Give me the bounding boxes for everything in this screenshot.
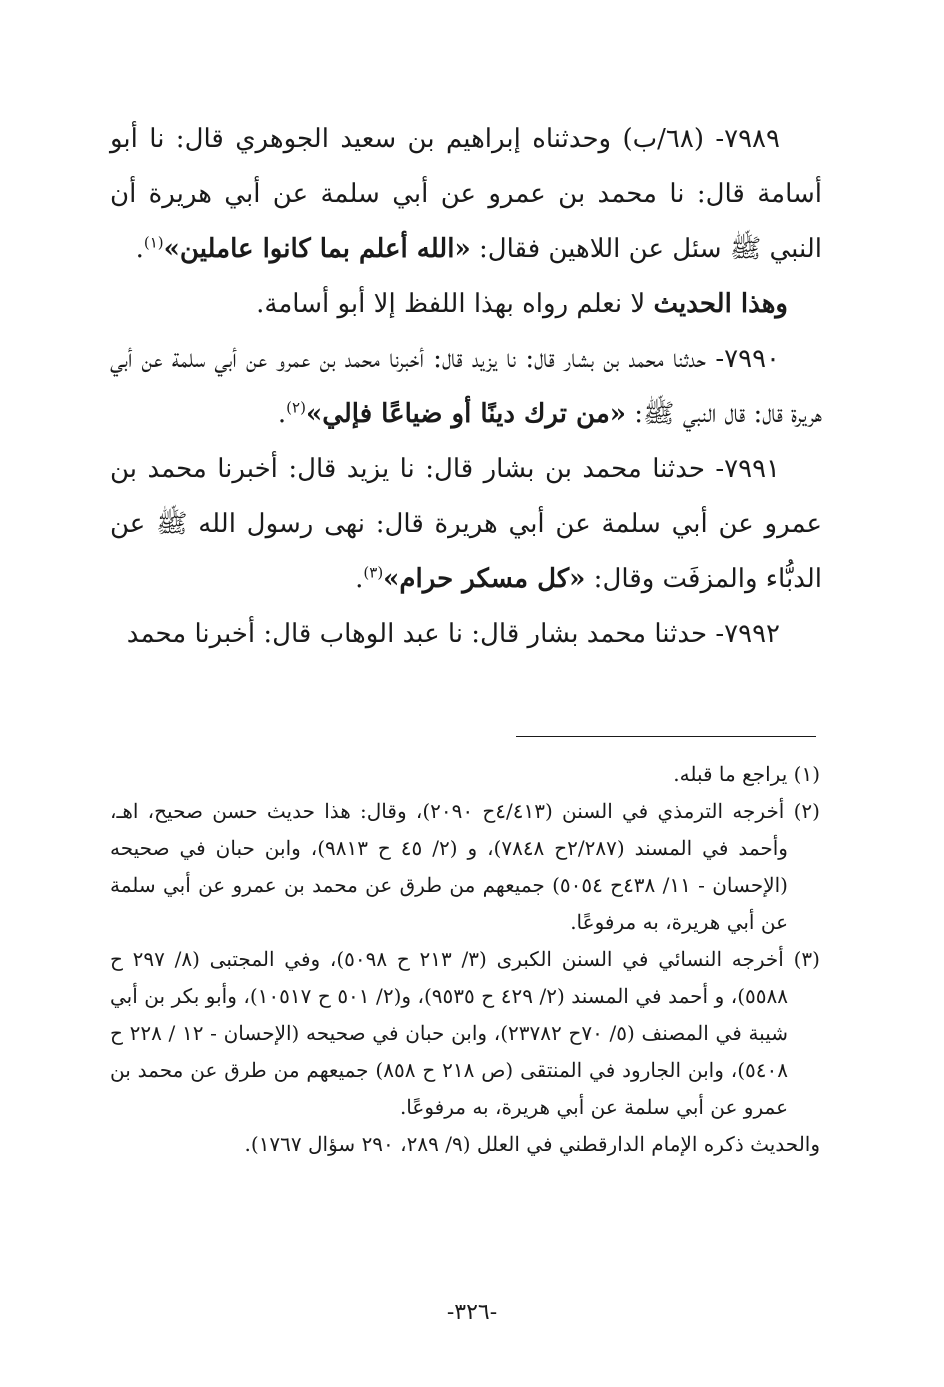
footnote-3: (٣) أخرجه النسائي في السنن الكبرى (٣/ ٢١٣ ح ٥٠٩٨)، وفي المجتبى (٨/ ٢٩٧ ح ٥٥٨٨)، و أحمد في المسند (٢/ ٤٢٩ ح ٩٥٣٥)، و(٢/ ٥٠١ ح ١٠٥١٧)، وأبو بكر بن أبي شيبة في المصنف (٥/ ٧٠ح ٢٣٧٨٢)، وابن حبان في صحيحه (الإحسان - ١٢ / ٢٢٨ ح ٥٤٠٨)، وابن الجارود في المنتقى (ص ٢١٨ ح ٨٥٨) جميعهم من طرق عن محمد بن عمرو عن أبي سلمة عن أبي هريرة، به مرفوعًا. [110, 947, 820, 1119]
hadith-number: ٧٩٩١ [724, 454, 780, 484]
hadith-text-end: . [135, 234, 144, 264]
hadith-text: - حدثنا محمد بن بشار قال: نا يزيد قال: أخبرنا محمد بن عمرو عن أبي سلمة عن أبي هريرة قال: نهى رسول الله ﷺ عن الدبُّاء والمزفَت وقال: [110, 454, 822, 594]
footnote-ref: (٢) [286, 398, 306, 417]
hadith-text: - حدثنا محمد بشار قال: نا عبد الوهاب قال: أخبرنا محمد [126, 619, 725, 649]
footnotes [110, 756, 820, 1163]
hadith-number: ٧٩٨٩ [724, 124, 780, 154]
footnote-separator [516, 736, 816, 737]
page-number: -٣٢٦- [446, 1300, 498, 1325]
hadith-quote: «الله أعلم بما كانوا عاملين» [163, 234, 471, 264]
hadith-quote: «كل مسكر حرام» [383, 564, 586, 594]
hadith-7991 [110, 442, 822, 607]
footnote-ref: (٣) [363, 563, 384, 582]
hadith-number: ٧٩٩٠ [724, 344, 780, 374]
hadith-7992 [110, 607, 822, 662]
hadith-text: - (٦٨/ب) وحدثناه إبراهيم بن سعيد الجوهري قال: نا أبو أسامة قال: نا محمد بن عمرو عن أبي سلمة عن أبي هريرة أن النبي ﷺ سئل عن اللاهين فقال: [110, 124, 822, 264]
commentary-lead: وهذا الحديث [653, 289, 788, 319]
hadith-7990 [110, 332, 822, 442]
hadith-number: ٧٩٩٢ [724, 619, 780, 649]
hadith-text: - حدثنا محمد بن بشار قال: نا يزيد قال: أخبرنا محمد بن عمرو عن أبي سلمة عن أبي هريرة قال: قال النبي ﷺ: [110, 344, 822, 429]
main-text [110, 112, 822, 662]
hadith-quote: «من ترك دينًا أو ضياعًا فإلي» [305, 399, 627, 429]
hadith-text-end: . [355, 564, 364, 594]
commentary-text: لا نعلم رواه بهذا اللفظ إلا أبو أسامة. [256, 289, 654, 319]
footnote-ref: (١) [143, 233, 164, 252]
footnote-3-continuation: والحديث ذكره الإمام الدارقطني في العلل (٩/ ٢٨٩، ٢٩٠ سؤال ١٧٦٧). [244, 1132, 820, 1156]
footnote-1: (١) يراجع ما قبله. [673, 762, 820, 786]
hadith-text-end: . [277, 399, 287, 429]
footnote-2: (٢) أخرجه الترمذي في السنن (٤/٤١٣ح ٢٠٩٠)، وقال: هذا حديث حسن صحيح، اهـ، وأحمد في المسند (٢/٢٨٧ح ٧٨٤٨)، و (٢/ ٤٥ ح ٩٨١٣)، وابن حبان في صحيحه (الإحسان - ١١/ ٤٣٨ح ٥٠٥٤) جميعهم من طرق عن محمد بن عمرو عن أبي سلمة عن أبي هريرة، به مرفوعًا. [110, 799, 820, 934]
commentary-paragraph [110, 277, 822, 332]
hadith-7989 [110, 112, 822, 277]
